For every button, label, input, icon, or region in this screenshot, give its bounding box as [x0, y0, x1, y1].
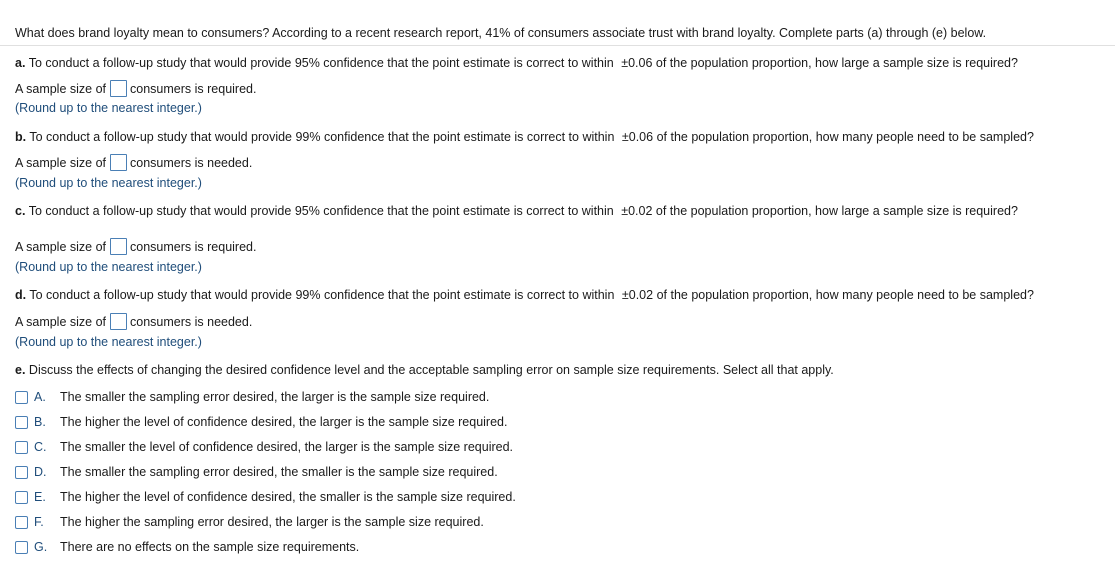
- part-d-question: [15, 288, 1034, 302]
- part-b-hint: (Round up to the nearest integer.): [15, 176, 202, 190]
- choice-f-letter: F.: [34, 515, 44, 529]
- part-c-answer-line: [15, 238, 256, 255]
- choice-d-text: The smaller the sampling error desired, the smaller is the sample size required.: [60, 465, 498, 479]
- part-d-text: To conduct a follow-up study that would provide 99% confidence that the point estimate is correct to within: [29, 288, 615, 302]
- part-b-text: To conduct a follow-up study that would provide 99% confidence that the point estimate is correct to within: [29, 130, 615, 144]
- choice-d[interactable]: [15, 465, 498, 479]
- choice-g-checkbox[interactable]: [15, 541, 28, 554]
- choice-c-checkbox[interactable]: [15, 441, 28, 454]
- choice-f-checkbox[interactable]: [15, 516, 28, 529]
- choice-g-text: There are no effects on the sample size requirements.: [60, 540, 360, 554]
- part-d-answer-suffix: consumers is needed.: [130, 314, 253, 329]
- choice-a[interactable]: [15, 390, 489, 404]
- part-b-answer-line: [15, 154, 252, 171]
- part-c-answer-suffix: consumers is required.: [130, 239, 257, 254]
- question-header: [0, 0, 1115, 46]
- choice-f[interactable]: [15, 515, 484, 529]
- choice-b-letter: B.: [34, 415, 46, 429]
- part-a-answer-line: [15, 80, 256, 97]
- choice-c-text: The smaller the level of confidence desired, the larger is the sample size required.: [60, 440, 514, 454]
- choice-d-letter: D.: [34, 465, 47, 479]
- part-c-text-end: of the population proportion, how large a sample size is required?: [655, 204, 1018, 218]
- part-b-margin: ±0.06: [621, 130, 654, 144]
- part-d-label: d.: [15, 288, 27, 302]
- choice-a-letter: A.: [34, 390, 46, 404]
- part-c-question: [15, 204, 1018, 218]
- choice-g-letter: G.: [34, 540, 48, 554]
- choice-d-checkbox[interactable]: [15, 466, 28, 479]
- part-a-label: a.: [15, 56, 26, 70]
- part-e-question: [15, 363, 834, 377]
- part-c-label: c.: [15, 204, 26, 218]
- part-a-margin: ±0.06: [621, 56, 653, 70]
- part-e-text: Discuss the effects of changing the desired confidence level and the acceptable sampling error on sample size requirements. Select all that apply.: [28, 363, 834, 377]
- part-c-answer-prefix: A sample size of: [15, 239, 107, 254]
- part-b-label: b.: [15, 130, 27, 144]
- part-a-answer-input[interactable]: [110, 80, 127, 97]
- part-a-hint: (Round up to the nearest integer.): [15, 101, 202, 115]
- part-d-answer-input[interactable]: [110, 313, 127, 330]
- part-c-hint: (Round up to the nearest integer.): [15, 260, 202, 274]
- part-e-label: e.: [15, 363, 26, 377]
- choice-e[interactable]: [15, 490, 516, 504]
- choice-a-text: The smaller the sampling error desired, the larger is the sample size required.: [60, 390, 490, 404]
- choice-b-text: The higher the level of confidence desired, the larger is the sample size required.: [60, 415, 508, 429]
- choice-b[interactable]: [15, 415, 507, 429]
- part-b-question: [15, 130, 1034, 144]
- part-d-answer-prefix: A sample size of: [15, 314, 107, 329]
- part-d-margin: ±0.02: [621, 288, 654, 302]
- choice-e-checkbox[interactable]: [15, 491, 28, 504]
- part-c-text: To conduct a follow-up study that would provide 95% confidence that the point estimate is correct to within: [28, 204, 614, 218]
- part-c-answer-input[interactable]: [110, 238, 127, 255]
- part-b-answer-suffix: consumers is needed.: [130, 155, 253, 170]
- choice-g[interactable]: [15, 540, 359, 554]
- part-b-answer-prefix: A sample size of: [15, 155, 107, 170]
- part-b-answer-input[interactable]: [110, 154, 127, 171]
- choice-c-letter: C.: [34, 440, 47, 454]
- part-d-text-end: of the population proportion, how many people need to be sampled?: [656, 288, 1034, 302]
- choice-e-letter: E.: [34, 490, 46, 504]
- part-d-answer-line: [15, 313, 252, 330]
- choice-f-text: The higher the sampling error desired, the larger is the sample size required.: [60, 515, 484, 529]
- choice-b-checkbox[interactable]: [15, 416, 28, 429]
- part-a-question: [15, 56, 1018, 70]
- question-intro: What does brand loyalty mean to consumers? According to a recent research report, 41% of consumers associate trust with brand loyalty. Complete parts (a) through (e) below.: [15, 26, 987, 40]
- part-d-hint: (Round up to the nearest integer.): [15, 335, 202, 349]
- part-a-text: To conduct a follow-up study that would provide 95% confidence that the point estimate is correct to within: [28, 56, 614, 70]
- part-a-text-end: of the population proportion, how large a sample size is required?: [655, 56, 1018, 70]
- part-a-answer-prefix: A sample size of: [15, 81, 107, 96]
- choice-c[interactable]: [15, 440, 513, 454]
- part-c-margin: ±0.02: [621, 204, 653, 218]
- choice-a-checkbox[interactable]: [15, 391, 28, 404]
- part-b-text-end: of the population proportion, how many people need to be sampled?: [656, 130, 1034, 144]
- choice-e-text: The higher the level of confidence desired, the smaller is the sample size required.: [60, 490, 516, 504]
- part-a-answer-suffix: consumers is required.: [130, 81, 257, 96]
